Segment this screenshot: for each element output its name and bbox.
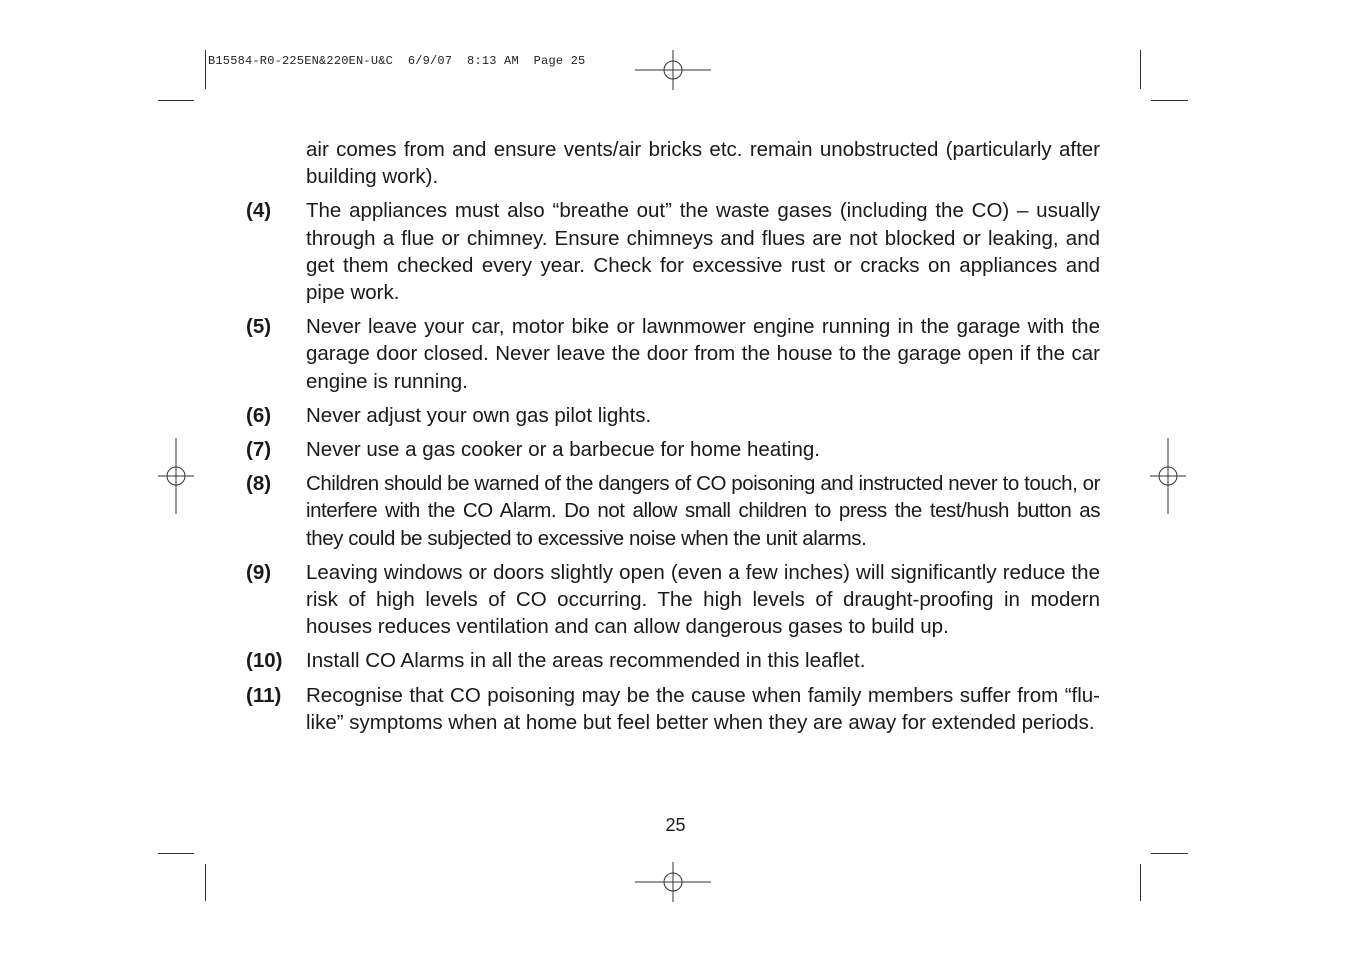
item-number: (4) xyxy=(246,199,272,223)
list-item xyxy=(246,647,1100,674)
print-slug: B15584-R0-225EN&220EN-U&C 6/9/07 8:13 AM Page 25 xyxy=(208,54,586,68)
list-item xyxy=(246,682,1100,736)
item-text: The appliances must also “breathe out” the waste gases (including the CO) – usually through a flue or chimney. Ensure chimneys and flues are not blocked or leaking, and get them checked every year. Check for excessive rust or cracks on appliances and pipe work. xyxy=(306,199,1100,305)
crop-mark-icon xyxy=(158,853,194,854)
list-item xyxy=(246,559,1100,641)
crop-mark-icon xyxy=(1151,853,1188,854)
list-item xyxy=(246,197,1100,306)
crop-mark-icon xyxy=(205,864,206,901)
crop-mark-icon xyxy=(1140,864,1141,901)
item-text: Children should be warned of the dangers of CO poisoning and instructed never to touch, or interfere with the CO Alarm. Do not allow small children to press the test/hush button as they could be subjected to excessive noise when the unit alarms. xyxy=(306,472,1100,550)
page-number: 25 xyxy=(665,815,686,835)
list-item xyxy=(246,313,1100,395)
item-number: (8) xyxy=(246,472,272,496)
safety-instructions xyxy=(246,136,1100,743)
item-number: (7) xyxy=(246,438,272,462)
list-item xyxy=(246,402,1100,429)
registration-crosshair-icon xyxy=(635,844,711,920)
item-text: Never use a gas cooker or a barbecue for home heating. xyxy=(306,438,820,462)
item-number: (9) xyxy=(246,560,272,584)
registration-crosshair-icon xyxy=(1130,438,1206,514)
crop-mark-icon xyxy=(1151,100,1188,101)
continuation-paragraph: air comes from and ensure vents/air bricks etc. remain unobstructed (particularly after building work). xyxy=(306,138,1100,189)
list-item xyxy=(246,470,1100,552)
item-text: Never adjust your own gas pilot lights. xyxy=(306,403,652,427)
list-item xyxy=(246,436,1100,463)
registration-crosshair-icon xyxy=(138,438,214,514)
item-text: Leaving windows or doors slightly open (even a few inches) will significantly reduce the risk of high levels of CO occurring. The high levels of draught-proofing in modern houses reduces ventilation and can allow dangerous gases to build up. xyxy=(306,560,1100,639)
item-text: Recognise that CO poisoning may be the cause when family members suffer from “flu-like” symptoms when at home but feel better when they are away for extended periods. xyxy=(306,683,1100,734)
item-text: Never leave your car, motor bike or lawnmower engine running in the garage with the garage door closed. Never leave the door from the house to the garage open if the car engine is running. xyxy=(306,315,1100,393)
crop-mark-icon xyxy=(205,50,206,89)
item-number: (11) xyxy=(246,683,282,707)
item-number: (5) xyxy=(246,315,272,339)
crop-mark-icon xyxy=(158,100,194,101)
registration-crosshair-icon xyxy=(635,32,711,108)
crop-mark-icon xyxy=(1140,50,1141,89)
item-text: Install CO Alarms in all the areas recommended in this leaflet. xyxy=(306,649,866,673)
item-number: (10) xyxy=(246,649,283,673)
item-number: (6) xyxy=(246,403,272,427)
